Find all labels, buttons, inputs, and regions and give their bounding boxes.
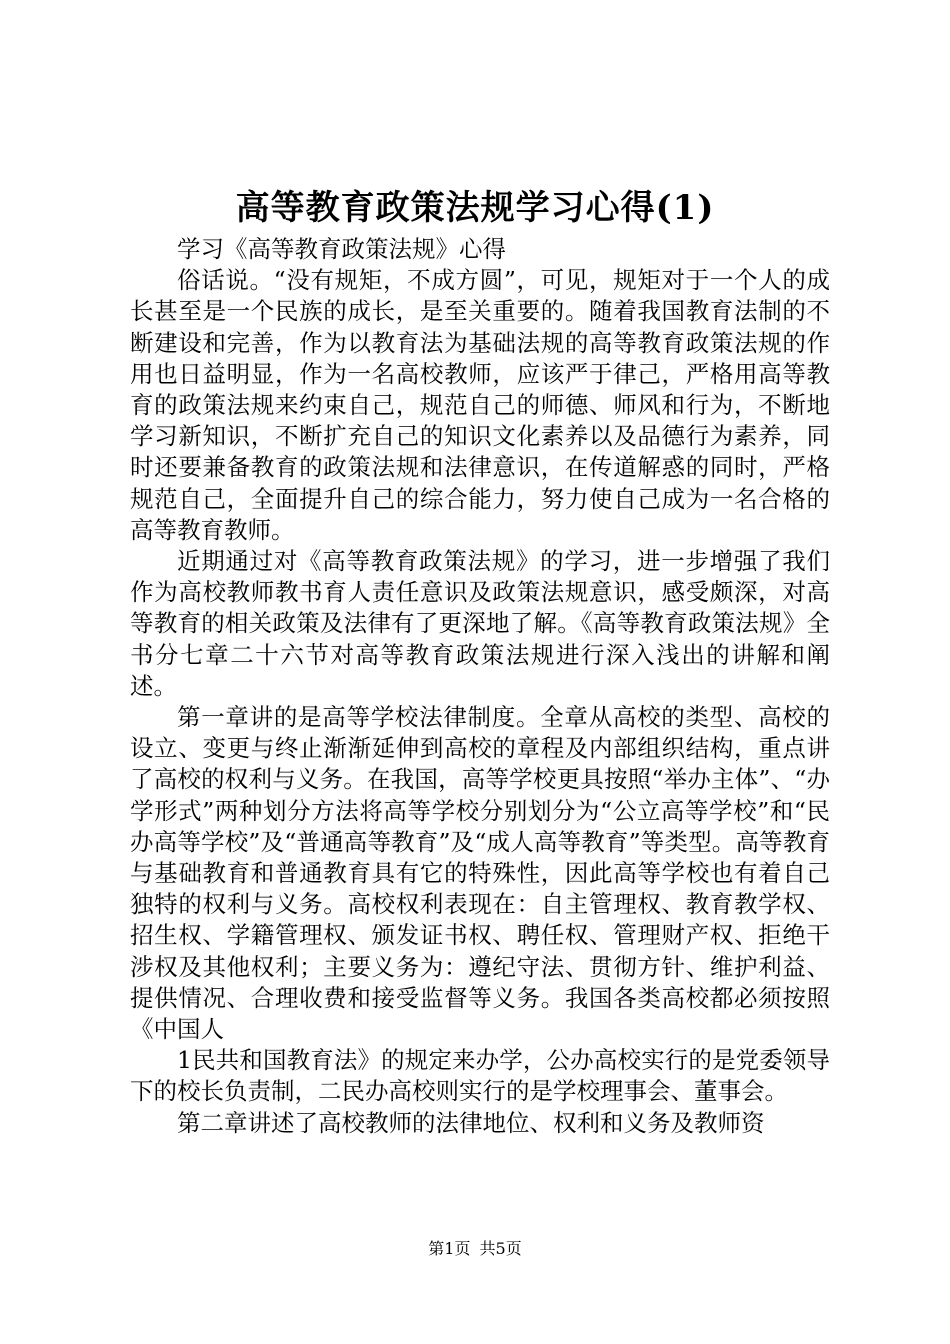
paragraph-continuation: 1民共和国教育法》的规定来办学，公办高校实行的是党委领导下的校长负责制，二民办高校则实行的是学校理事会、董事会。 <box>130 1046 830 1106</box>
paragraph-chapter-two: 第二章讲述了高校教师的法律地位、权利和义务及教师资 <box>177 1108 765 1137</box>
paragraph-chapter-one: 第一章讲的是高等学校法律制度。全章从高校的类型、高校的设立、变更与终止渐渐延伸到高校的章程及内部组织结构，重点讲了高校的权利与义务。在我国，高等学校更具按照“举办主体”、“办学形式”两种划分方法将高等学校分别划分为“公立高等学校”和“民办高等学校”及“普通高等教育”及“成人高等教育”等类型。高等教育与基础教育和普通教育具有它的特殊性，因此高等学校也有着自己独特的权利与义务。高校权利表现在：自主管理权、教育教学权、招生权、学籍管理权、颁发证书权、聘任权、管理财产权、拒绝干涉权及其他权利；主要义务为：遵纪守法、贯彻方针、维护利益、提供情况、合理收费和接受监督等义务。我国各类高校都必须按照《中国人 <box>130 703 830 1044</box>
total-pages: 共5页 <box>479 1239 522 1258</box>
subtitle-paragraph: 学习《高等教育政策法规》心得 <box>177 235 506 263</box>
document-title: 高等教育政策法规学习心得(1) <box>235 188 715 228</box>
paragraph-intro: 俗话说。“没有规矩，不成方圆”，可见，规矩对于一个人的成长甚至是一个民族的成长，是至关重要的。随着我国教育法制的不断建设和完善，作为以教育法为基础法规的高等教育政策法规的作用也日益明显，作为一名高校教师，应该严于律己，严格用高等教育的政策法规来约束自己，规范自己的师德、师风和行为，不断地学习新知识，不断扩充自己的知识文化素养以及品德行为素养，同时还要兼备教育的政策法规和法律意识，在传道解惑的同时，严格规范自己，全面提升自己的综合能力，努力使自己成为一名合格的高等教育教师。 <box>130 266 830 544</box>
document-body <box>130 234 830 1139</box>
page-number: 第1页 <box>428 1239 471 1258</box>
page-footer <box>0 1238 950 1260</box>
paragraph-overview: 近期通过对《高等教育政策法规》的学习，进一步增强了我们作为高校教师教书育人责任意识及政策法规意识，感受颇深，对高等教育的相关政策及法律有了更深地了解。《高等教育政策法规》全书分七章二十六节对高等教育政策法规进行深入浅出的讲解和阐述。 <box>130 547 830 700</box>
